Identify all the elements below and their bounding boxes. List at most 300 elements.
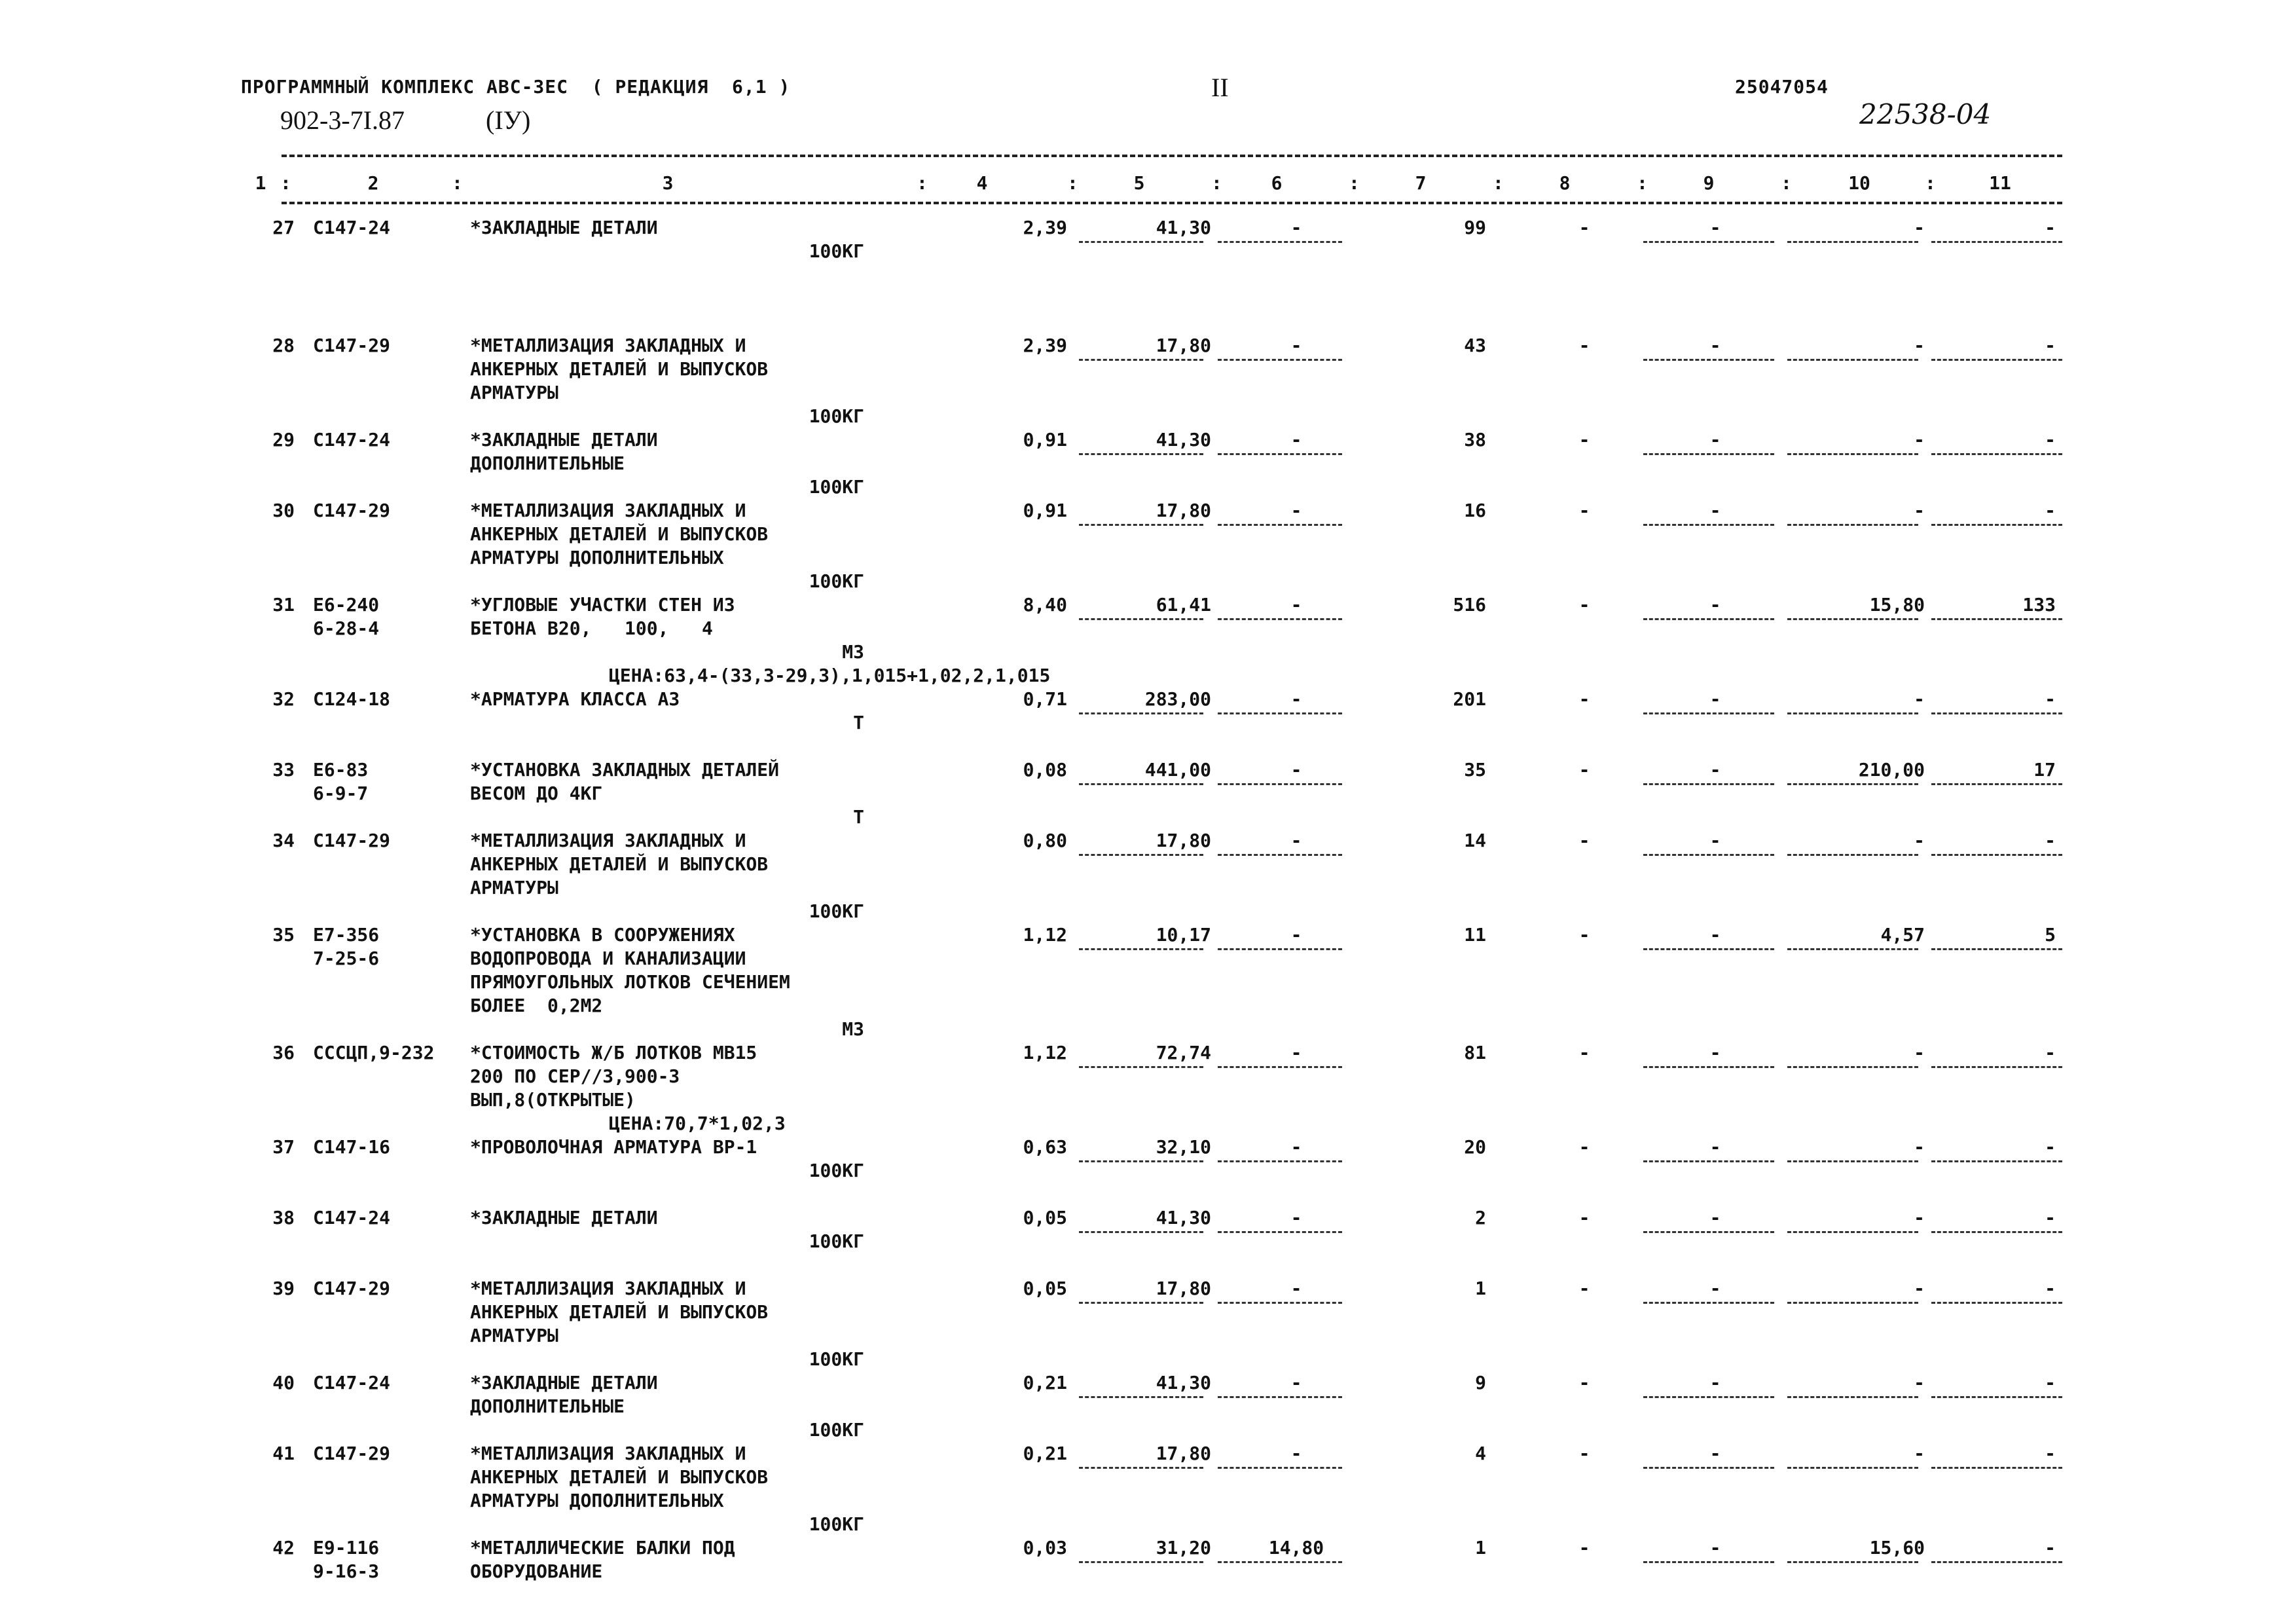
row-subline-col11 (1931, 524, 2062, 526)
row-unit: М3 (842, 1018, 864, 1040)
row-subline-col9 (1643, 359, 1774, 361)
row-subline-col10 (1787, 1160, 1918, 1162)
row-unit-price: 441,00 (1144, 759, 1211, 781)
row-subline-col9 (1643, 1302, 1774, 1304)
row-col10: - (1914, 1443, 1925, 1464)
column-separator: : (917, 172, 928, 194)
row-number: 28 (272, 335, 295, 356)
row-subline-col6 (1218, 1396, 1342, 1398)
row-col11: 5 (2045, 924, 2056, 946)
row-col7: 99 (1464, 217, 1486, 238)
row-quantity: 0,03 (1023, 1537, 1067, 1559)
row-subline-col6 (1218, 1467, 1342, 1469)
row-number: 40 (272, 1372, 295, 1393)
row-code: С147-24 (313, 1372, 391, 1393)
row-col6: - (1290, 1372, 1302, 1393)
row-subline-col6 (1218, 1160, 1342, 1162)
row-subline-col9 (1643, 1396, 1774, 1398)
row-subline-col10 (1787, 524, 1918, 526)
row-description: *УСТАНОВКА ЗАКЛАДНЫХ ДЕТАЛЕЙ (470, 759, 780, 781)
row-subline-col9 (1643, 1160, 1774, 1162)
row-col8: - (1578, 688, 1590, 710)
column-separator: : (1781, 172, 1792, 194)
row-col10: - (1914, 429, 1925, 451)
row-description: *СТОИМОСТЬ Ж/Б ЛОТКОВ МВ15 (470, 1042, 757, 1063)
row-col11: - (2045, 217, 2056, 238)
row-subline-price (1079, 524, 1203, 526)
row-description: *ЗАКЛАДНЫЕ ДЕТАЛИ (470, 429, 658, 451)
row-unit: М3 (842, 641, 864, 663)
row-subline-price (1079, 948, 1203, 950)
row-subline-col11 (1931, 948, 2062, 950)
row-subline-col11 (1931, 1467, 2062, 1469)
row-quantity: 0,63 (1023, 1136, 1067, 1158)
row-description: БЕТОНА В20, 100, 4 (470, 618, 713, 639)
row-col6: - (1290, 688, 1302, 710)
row-subline-col6 (1218, 1231, 1342, 1233)
row-subline-col11 (1931, 712, 2062, 714)
row-subline-col9 (1643, 524, 1774, 526)
row-subline-price (1079, 1302, 1203, 1304)
row-description: АРМАТУРЫ (470, 1325, 558, 1346)
row-col9: - (1709, 500, 1721, 521)
row-col11: - (2045, 1443, 2056, 1464)
row-subline-col6 (1218, 524, 1342, 526)
row-subline-col11 (1931, 783, 2062, 785)
column-separator: : (452, 172, 463, 194)
row-col11: - (2045, 1042, 2056, 1063)
row-col6: - (1290, 429, 1302, 451)
column-header-7: 7 (1415, 172, 1427, 194)
row-col8: - (1578, 1136, 1590, 1158)
row-col11: - (2045, 1278, 2056, 1299)
row-col9: - (1709, 594, 1721, 616)
row-number: 29 (272, 429, 295, 451)
row-subline-col11 (1931, 618, 2062, 620)
row-col11: - (2045, 500, 2056, 521)
row-col8: - (1578, 500, 1590, 521)
row-unit-price: 41,30 (1156, 1372, 1211, 1393)
row-col11: 133 (2022, 594, 2056, 616)
row-code: Е6-240 (313, 594, 380, 616)
row-col10: - (1914, 500, 1925, 521)
row-subline-col9 (1643, 854, 1774, 856)
row-quantity: 0,91 (1023, 500, 1067, 521)
row-col9: - (1709, 1372, 1721, 1393)
row-col9: - (1709, 1443, 1721, 1464)
column-separator: : (1493, 172, 1504, 194)
row-col8: - (1578, 1207, 1590, 1228)
row-col9: - (1709, 1278, 1721, 1299)
row-col10: - (1914, 830, 1925, 851)
row-col9: - (1709, 688, 1721, 710)
row-col10: - (1914, 688, 1925, 710)
row-col7: 14 (1464, 830, 1486, 851)
volume-label: (IУ) (486, 105, 531, 135)
row-number: 30 (272, 500, 295, 521)
row-col8: - (1578, 924, 1590, 946)
row-quantity: 0,71 (1023, 688, 1067, 710)
row-col7: 1 (1475, 1278, 1486, 1299)
row-subline-price (1079, 712, 1203, 714)
row-subline-col10 (1787, 1231, 1918, 1233)
row-description: *МЕТАЛЛИЗАЦИЯ ЗАКЛАДНЫХ И (470, 1278, 746, 1299)
page-number: II (1211, 73, 1229, 102)
row-subline-col11 (1931, 1160, 2062, 1162)
row-number: 37 (272, 1136, 295, 1158)
row-code: С147-24 (313, 1207, 391, 1228)
row-subline-col10 (1787, 1561, 1918, 1563)
row-col6: - (1290, 924, 1302, 946)
row-code: С147-24 (313, 217, 391, 238)
row-unit: Т (853, 712, 864, 733)
row-unit: 100КГ (809, 1230, 864, 1252)
row-col9: - (1709, 830, 1721, 851)
row-description: *ЗАКЛАДНЫЕ ДЕТАЛИ (470, 217, 658, 238)
row-col7: 2 (1475, 1207, 1486, 1228)
column-separator: : (1925, 172, 1936, 194)
row-subline-col6 (1218, 854, 1342, 856)
row-subline-col6 (1218, 618, 1342, 620)
row-col7: 9 (1475, 1372, 1486, 1393)
row-price-note: ЦЕНА:63,4-(33,3-29,3),1,015+1,02,2,1,015 (609, 665, 1051, 686)
row-subline-price (1079, 1561, 1203, 1563)
row-col11: - (2045, 1537, 2056, 1559)
column-header-2: 2 (367, 172, 379, 194)
row-col7: 81 (1464, 1042, 1486, 1063)
row-subline-col10 (1787, 241, 1918, 243)
row-subline-col6 (1218, 241, 1342, 243)
row-subline-col9 (1643, 453, 1774, 455)
row-subline-col10 (1787, 359, 1918, 361)
row-subline-col11 (1931, 1561, 2062, 1563)
row-col6: - (1290, 830, 1302, 851)
column-header-3: 3 (662, 172, 674, 194)
row-subline-col11 (1931, 854, 2062, 856)
row-code: Е6-83 (313, 759, 369, 781)
row-col7: 1 (1475, 1537, 1486, 1559)
row-subline-price (1079, 1467, 1203, 1469)
row-description: ПРЯМОУГОЛЬНЫХ ЛОТКОВ СЕЧЕНИЕМ (470, 971, 790, 993)
row-unit: 100КГ (809, 405, 864, 427)
row-subline-col9 (1643, 712, 1774, 714)
row-col9: - (1709, 1136, 1721, 1158)
row-quantity: 2,39 (1023, 217, 1067, 238)
row-col11: - (2045, 1372, 2056, 1393)
row-col6: 14,80 (1268, 1537, 1324, 1559)
row-unit-price: 41,30 (1156, 1207, 1211, 1228)
row-col7: 11 (1464, 924, 1486, 946)
row-code: С147-29 (313, 830, 391, 851)
row-col7: 4 (1475, 1443, 1486, 1464)
row-number: 36 (272, 1042, 295, 1063)
row-description: ВОДОПРОВОДА И КАНАЛИЗАЦИИ (470, 948, 746, 969)
row-price-note: ЦЕНА:70,7*1,02,3 (609, 1113, 786, 1134)
row-description: *АРМАТУРА КЛАССА А3 (470, 688, 680, 710)
row-col6: - (1290, 1278, 1302, 1299)
row-subline-price (1079, 854, 1203, 856)
row-quantity: 8,40 (1023, 594, 1067, 616)
row-col8: - (1578, 1042, 1590, 1063)
row-col10: - (1914, 1136, 1925, 1158)
column-separator: : (1637, 172, 1648, 194)
row-quantity: 0,05 (1023, 1207, 1067, 1228)
row-unit-price: 17,80 (1156, 500, 1211, 521)
row-description: *МЕТАЛЛИЗАЦИЯ ЗАКЛАДНЫХ И (470, 1443, 746, 1464)
row-col11: 17 (2033, 759, 2056, 781)
row-subline-col11 (1931, 1396, 2062, 1398)
row-description: АНКЕРНЫХ ДЕТАЛЕЙ И ВЫПУСКОВ (470, 853, 769, 875)
row-quantity: 0,80 (1023, 830, 1067, 851)
row-col11: - (2045, 1207, 2056, 1228)
row-unit-price: 10,17 (1156, 924, 1211, 946)
row-col7: 20 (1464, 1136, 1486, 1158)
row-col8: - (1578, 759, 1590, 781)
row-code: Е7-356 (313, 924, 380, 946)
row-subline-col11 (1931, 359, 2062, 361)
row-col8: - (1578, 335, 1590, 356)
row-col8: - (1578, 1537, 1590, 1559)
row-number: 42 (272, 1537, 295, 1559)
row-description: *УСТАНОВКА В СООРУЖЕНИЯХ (470, 924, 735, 946)
column-separator: : (1067, 172, 1078, 194)
row-quantity: 1,12 (1023, 1042, 1067, 1063)
row-unit-price: 17,80 (1156, 335, 1211, 356)
row-description: ДОПОЛНИТЕЛЬНЫЕ (470, 1395, 625, 1417)
row-number: 35 (272, 924, 295, 946)
row-col10: - (1914, 1372, 1925, 1393)
row-col9: - (1709, 1042, 1721, 1063)
column-header-10: 10 (1848, 172, 1870, 194)
row-subline-price (1079, 1231, 1203, 1233)
row-description: АРМАТУРЫ (470, 382, 558, 403)
column-separator: : (1211, 172, 1222, 194)
row-number: 34 (272, 830, 295, 851)
row-description: *ЗАКЛАДНЫЕ ДЕТАЛИ (470, 1372, 658, 1393)
row-code: С147-29 (313, 335, 391, 356)
row-col11: - (2045, 830, 2056, 851)
row-subline-col10 (1787, 1396, 1918, 1398)
row-col6: - (1290, 1207, 1302, 1228)
row-unit: 100КГ (809, 1513, 864, 1535)
row-subline-col6 (1218, 1302, 1342, 1304)
column-header-6: 6 (1271, 172, 1283, 194)
row-unit-price: 17,80 (1156, 830, 1211, 851)
row-col11: - (2045, 429, 2056, 451)
row-quantity: 1,12 (1023, 924, 1067, 946)
row-col10: - (1914, 335, 1925, 356)
row-unit: 100КГ (809, 1419, 864, 1441)
row-unit-price: 61,41 (1156, 594, 1211, 616)
row-subline-col9 (1643, 948, 1774, 950)
row-unit: 100КГ (809, 570, 864, 592)
row-code: С147-16 (313, 1136, 391, 1158)
row-col9: - (1709, 429, 1721, 451)
row-description: *ЗАКЛАДНЫЕ ДЕТАЛИ (470, 1207, 658, 1228)
row-subline-col10 (1787, 618, 1918, 620)
row-quantity: 0,91 (1023, 429, 1067, 451)
row-code: 7-25-6 (313, 948, 380, 969)
row-col8: - (1578, 1278, 1590, 1299)
project-code: 902-3-7I.87 (280, 105, 405, 135)
row-description: АРМАТУРЫ ДОПОЛНИТЕЛЬНЫХ (470, 1490, 724, 1511)
row-description: АРМАТУРЫ (470, 877, 558, 898)
row-number: 41 (272, 1443, 295, 1464)
row-subline-col6 (1218, 359, 1342, 361)
row-col10: - (1914, 217, 1925, 238)
row-unit: 100КГ (809, 240, 864, 262)
row-number: 38 (272, 1207, 295, 1228)
row-col8: - (1578, 830, 1590, 851)
row-subline-col11 (1931, 1066, 2062, 1068)
row-col8: - (1578, 1443, 1590, 1464)
row-unit-price: 31,20 (1156, 1537, 1211, 1559)
row-col8: - (1578, 429, 1590, 451)
row-col9: - (1709, 924, 1721, 946)
row-unit-price: 72,74 (1156, 1042, 1211, 1063)
row-col10: 210,00 (1858, 759, 1925, 781)
row-col9: - (1709, 335, 1721, 356)
row-description: БОЛЕЕ 0,2М2 (470, 995, 603, 1016)
row-description: АРМАТУРЫ ДОПОЛНИТЕЛЬНЫХ (470, 547, 724, 568)
row-unit: 100КГ (809, 1160, 864, 1181)
row-subline-price (1079, 783, 1203, 785)
row-subline-col6 (1218, 783, 1342, 785)
row-number: 32 (272, 688, 295, 710)
row-col7: 16 (1464, 500, 1486, 521)
column-header-5: 5 (1133, 172, 1145, 194)
row-subline-col11 (1931, 1231, 2062, 1233)
row-code: С147-29 (313, 500, 391, 521)
row-subline-col10 (1787, 712, 1918, 714)
row-number: 31 (272, 594, 295, 616)
row-code: 6-28-4 (313, 618, 380, 639)
row-subline-col10 (1787, 854, 1918, 856)
row-subline-col6 (1218, 1066, 1342, 1068)
row-subline-col10 (1787, 1302, 1918, 1304)
row-number: 39 (272, 1278, 295, 1299)
row-code: 9-16-3 (313, 1560, 380, 1582)
row-unit: 100КГ (809, 900, 864, 922)
row-subline-col9 (1643, 1561, 1774, 1563)
row-subline-col9 (1643, 241, 1774, 243)
row-subline-col9 (1643, 783, 1774, 785)
row-subline-col10 (1787, 948, 1918, 950)
row-subline-col10 (1787, 1467, 1918, 1469)
row-col7: 201 (1453, 688, 1486, 710)
row-subline-price (1079, 359, 1203, 361)
row-subline-col9 (1643, 1066, 1774, 1068)
row-col6: - (1290, 594, 1302, 616)
header-rule-top (282, 155, 2062, 157)
document-number: 25047054 (1735, 76, 1829, 98)
row-col9: - (1709, 217, 1721, 238)
row-col7: 516 (1453, 594, 1486, 616)
row-unit-price: 17,80 (1156, 1278, 1211, 1299)
row-col7: 35 (1464, 759, 1486, 781)
row-col10: - (1914, 1207, 1925, 1228)
row-unit-price: 32,10 (1156, 1136, 1211, 1158)
row-unit: Т (853, 806, 864, 828)
column-header-1: 1 (255, 172, 266, 194)
row-unit-price: 17,80 (1156, 1443, 1211, 1464)
row-subline-col6 (1218, 453, 1342, 455)
row-subline-col6 (1218, 712, 1342, 714)
row-subline-col9 (1643, 618, 1774, 620)
row-col10: 15,60 (1869, 1537, 1925, 1559)
header-rule-bottom (282, 202, 2062, 204)
row-description: АНКЕРНЫХ ДЕТАЛЕЙ И ВЫПУСКОВ (470, 1466, 769, 1488)
row-subline-price (1079, 1396, 1203, 1398)
row-subline-col10 (1787, 783, 1918, 785)
row-col9: - (1709, 1207, 1721, 1228)
row-col6: - (1290, 1042, 1302, 1063)
row-col10: - (1914, 1278, 1925, 1299)
row-subline-price (1079, 1066, 1203, 1068)
row-subline-col11 (1931, 241, 2062, 243)
column-separator: : (1349, 172, 1360, 194)
column-header-8: 8 (1559, 172, 1571, 194)
row-unit: 100КГ (809, 1348, 864, 1370)
row-col7: 38 (1464, 429, 1486, 451)
row-col11: - (2045, 688, 2056, 710)
row-description: *МЕТАЛЛИЗАЦИЯ ЗАКЛАДНЫХ И (470, 500, 746, 521)
column-separator: : (280, 172, 291, 194)
row-subline-col11 (1931, 453, 2062, 455)
row-unit-price: 41,30 (1156, 429, 1211, 451)
row-description: 200 ПО СЕР//3,900-3 (470, 1065, 680, 1087)
column-header-4: 4 (976, 172, 988, 194)
row-description: ВЫП,8(ОТКРЫТЫЕ) (470, 1089, 636, 1111)
row-code: С147-24 (313, 429, 391, 451)
row-col8: - (1578, 594, 1590, 616)
sheet-code: 22538-04 (1859, 98, 1992, 130)
row-description: *МЕТАЛЛИЗАЦИЯ ЗАКЛАДНЫХ И (470, 335, 746, 356)
row-col8: - (1578, 217, 1590, 238)
row-col10: 15,80 (1869, 594, 1925, 616)
column-header-11: 11 (1989, 172, 2011, 194)
row-code: СССЦП,9-232 (313, 1042, 435, 1063)
row-subline-price (1079, 241, 1203, 243)
row-col6: - (1290, 500, 1302, 521)
row-subline-col6 (1218, 948, 1342, 950)
row-col11: - (2045, 335, 2056, 356)
row-quantity: 0,21 (1023, 1372, 1067, 1393)
row-col6: - (1290, 759, 1302, 781)
row-description: *МЕТАЛЛИЧЕСКИЕ БАЛКИ ПОД (470, 1537, 735, 1559)
row-unit: 100КГ (809, 476, 864, 498)
row-quantity: 0,08 (1023, 759, 1067, 781)
row-description: АНКЕРНЫХ ДЕТАЛЕЙ И ВЫПУСКОВ (470, 523, 769, 545)
row-code: Е9-116 (313, 1537, 380, 1559)
row-code: С124-18 (313, 688, 391, 710)
row-quantity: 0,05 (1023, 1278, 1067, 1299)
row-col7: 43 (1464, 335, 1486, 356)
row-subline-price (1079, 618, 1203, 620)
row-description: АНКЕРНЫХ ДЕТАЛЕЙ И ВЫПУСКОВ (470, 358, 769, 380)
row-subline-col10 (1787, 453, 1918, 455)
row-quantity: 0,21 (1023, 1443, 1067, 1464)
row-col8: - (1578, 1372, 1590, 1393)
row-subline-col9 (1643, 1467, 1774, 1469)
row-code: С147-29 (313, 1278, 391, 1299)
row-col10: 4,57 (1880, 924, 1925, 946)
row-number: 33 (272, 759, 295, 781)
row-number: 27 (272, 217, 295, 238)
row-description: *МЕТАЛЛИЗАЦИЯ ЗАКЛАДНЫХ И (470, 830, 746, 851)
row-subline-col6 (1218, 1561, 1342, 1563)
row-unit-price: 283,00 (1144, 688, 1211, 710)
